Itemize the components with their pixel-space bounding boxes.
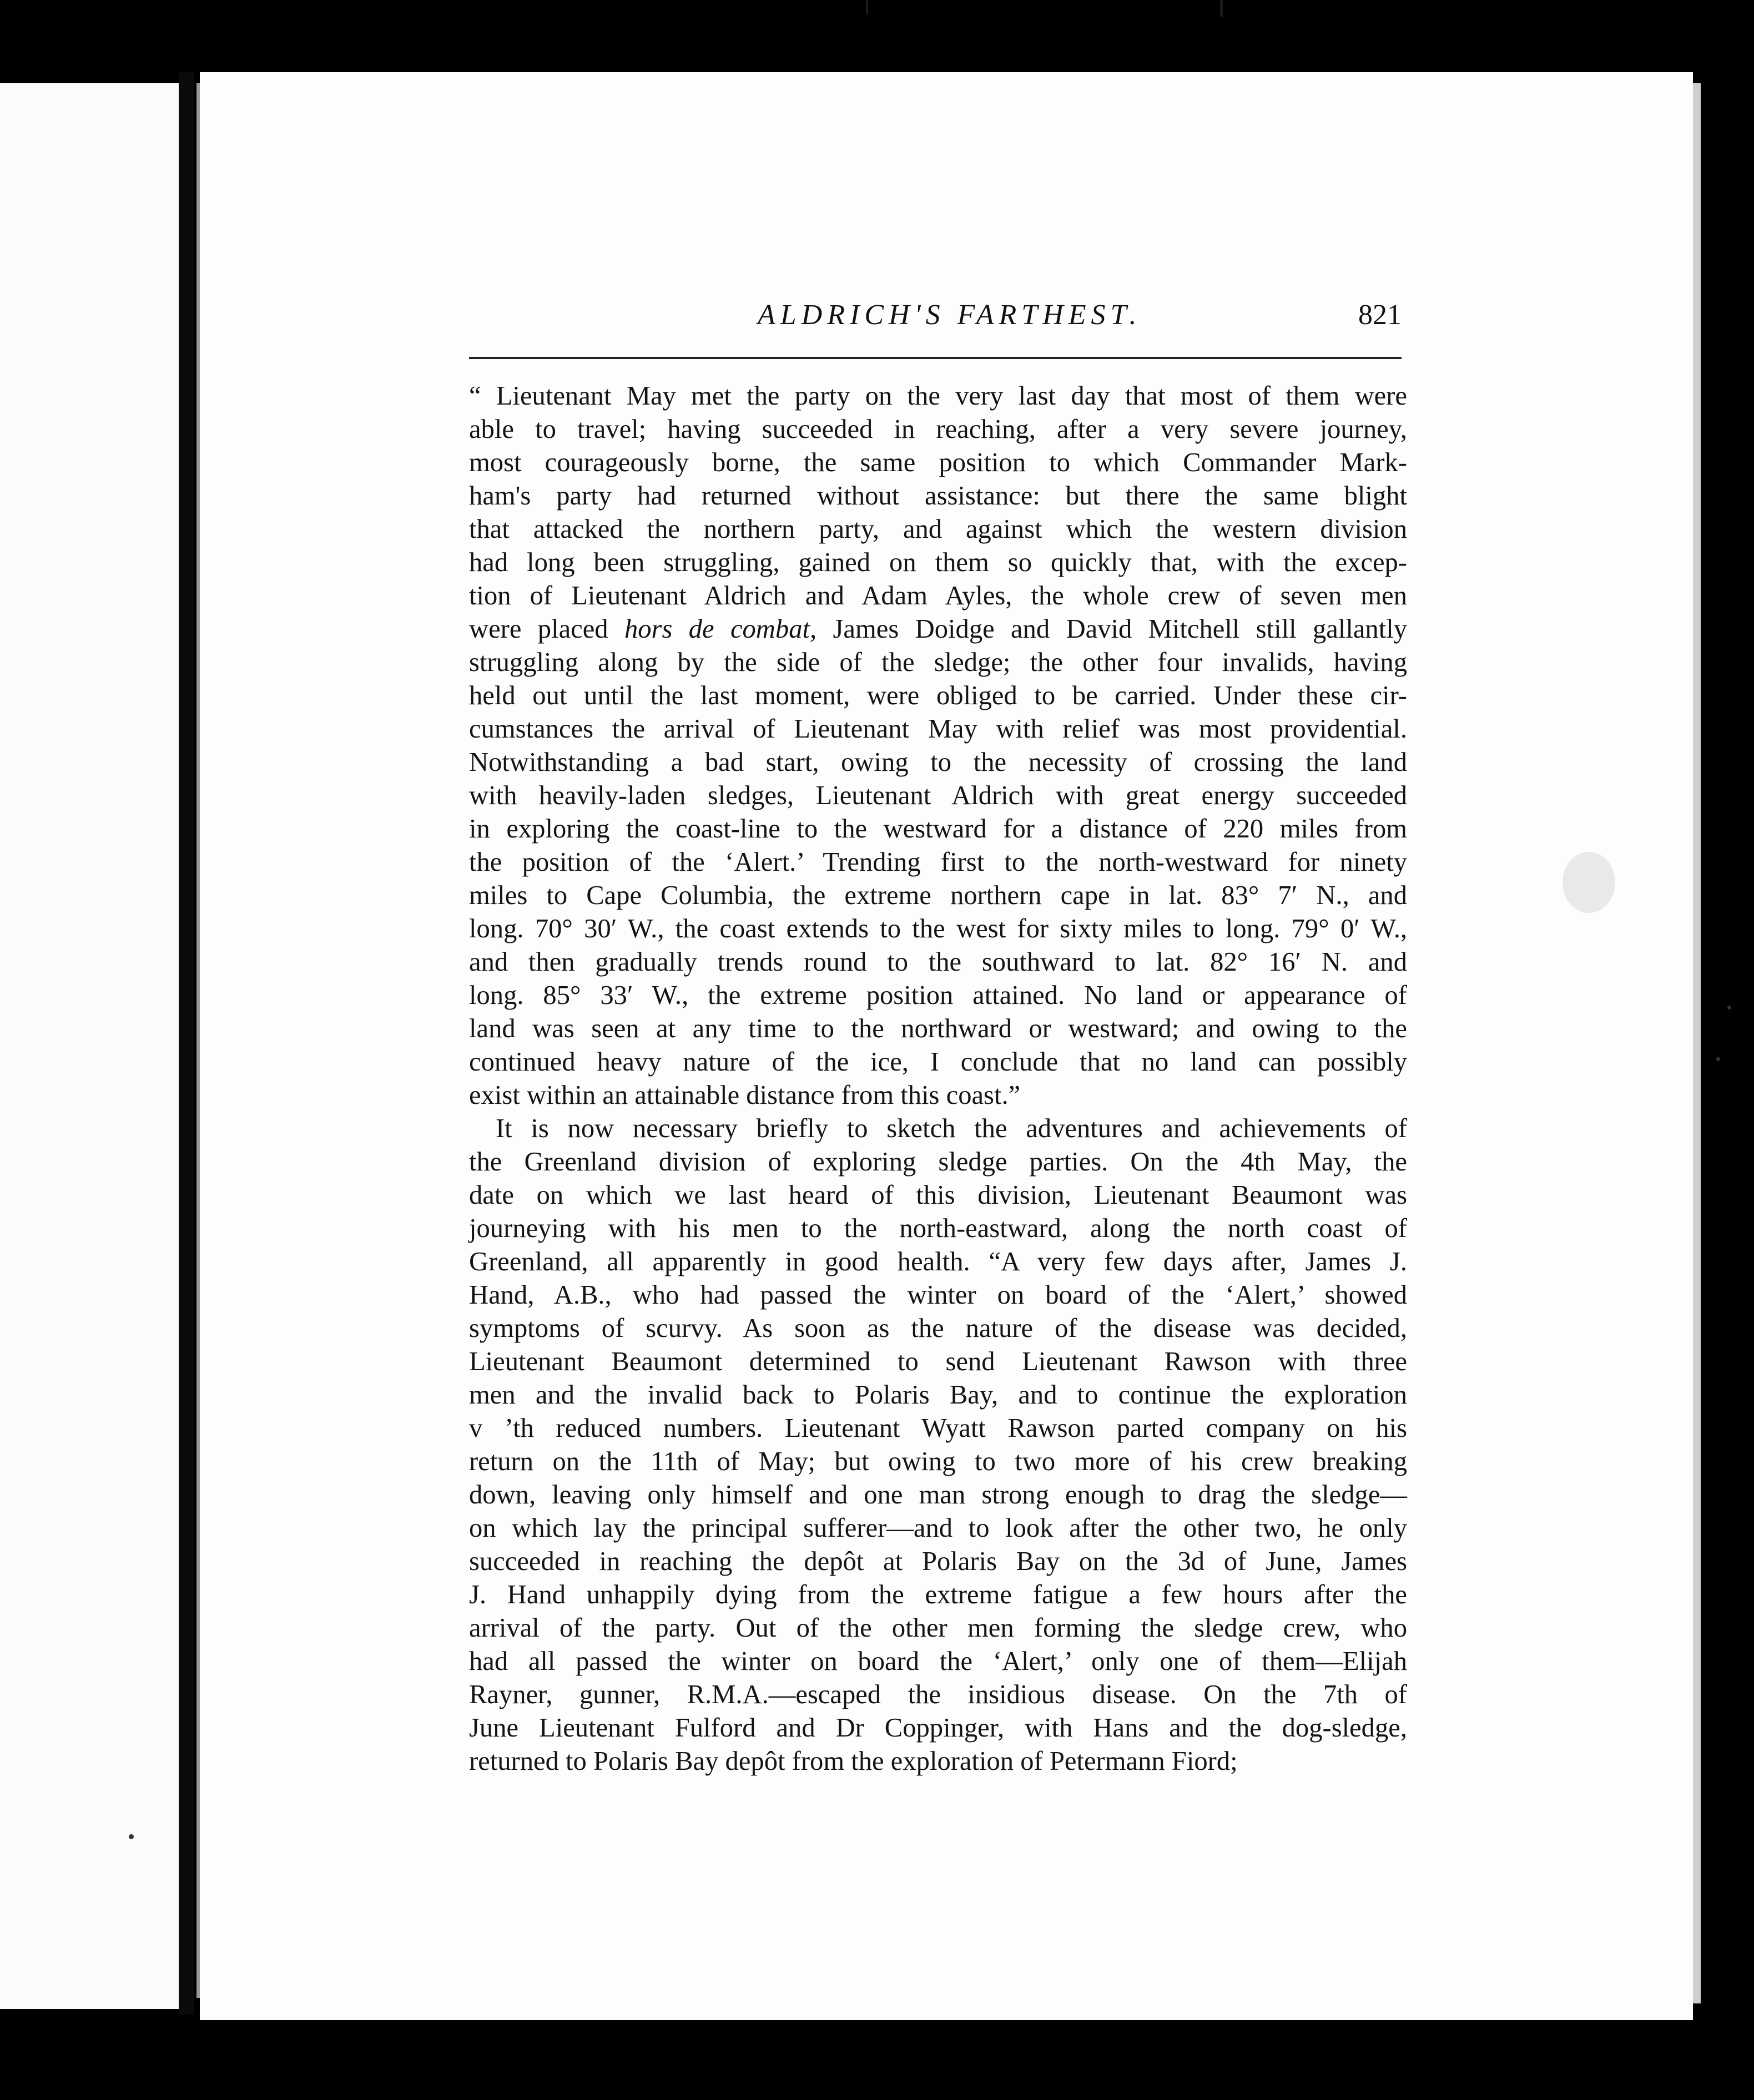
page-header [469, 299, 1402, 343]
text-line: long. 85° 33′ W., the extreme position attained. No land or appearance of [469, 980, 1407, 1010]
text-line: most courageously borne, the same position to which Commander Mark- [469, 447, 1407, 477]
text-line: June Lieutenant Fulford and Dr Coppinger, with Hans and the dog-sledge, [469, 1713, 1407, 1743]
text-line: J. Hand unhappily dying from the extreme fatigue a few hours after the [469, 1579, 1407, 1609]
text-segment: were placed [469, 614, 624, 644]
text-line: arrival of the party. Out of the other men forming the sledge crew, who [469, 1613, 1407, 1643]
text-line: on which lay the principal sufferer—and to look after the other two, he only [469, 1513, 1407, 1543]
text-segment: James Doidge and David Mitchell still gallantly [816, 614, 1408, 644]
running-title: ALDRICH'S FARTHEST. [758, 299, 1142, 331]
book-gutter [179, 72, 194, 2015]
scan-speck [129, 1834, 134, 1839]
text-line: men and the invalid back to Polaris Bay, and to continue the exploration [469, 1380, 1407, 1410]
text-line: miles to Cape Columbia, the extreme northern cape in lat. 83° 7′ N., and [469, 880, 1407, 910]
page-number: 821 [1358, 299, 1402, 331]
text-line: that attacked the northern party, and against which the western division [469, 514, 1407, 544]
text-line: land was seen at any time to the northward or westward; and owing to the [469, 1013, 1407, 1043]
text-line: in exploring the coast-line to the westward for a distance of 220 miles from [469, 814, 1407, 844]
text-line: “ Lieutenant May met the party on the very last day that most of them were [469, 381, 1407, 411]
text-line: exist within an attainable distance from this coast.” [469, 1080, 1021, 1110]
text-line: the Greenland division of exploring sledge parties. On the 4th May, the [469, 1147, 1407, 1177]
text-line: returned to Polaris Bay depôt from the exploration of Petermann Fiord; [469, 1746, 1238, 1776]
text-line: Lieutenant Beaumont determined to send Lieutenant Rawson with three [469, 1346, 1407, 1376]
text-line: Greenland, all apparently in good health. “A very few days after, James J. [469, 1246, 1407, 1276]
text-line: with heavily-laden sledges, Lieutenant Aldrich with great energy succeeded [469, 780, 1407, 810]
page-smudge [1563, 852, 1615, 913]
text-line: journeying with his men to the north-eastward, along the north coast of [469, 1213, 1407, 1243]
text-line: cumstances the arrival of Lieutenant May with relief was most providential. [469, 714, 1407, 744]
facing-page-edge [0, 83, 179, 2009]
text-line: the position of the ‘Alert.’ Trending first to the north-westward for ninety [469, 847, 1407, 877]
scan-mark [1220, 0, 1223, 17]
paragraph [469, 1112, 1407, 1778]
text-line: continued heavy nature of the ice, I conclude that no land can possibly [469, 1047, 1407, 1077]
text-line: symptoms of scurvy. As soon as the nature of the disease was decided, [469, 1313, 1407, 1343]
text-line: Rayner, gunner, R.M.A.—escaped the insidious disease. On the 7th of [469, 1679, 1407, 1709]
text-line [469, 612, 1407, 645]
text-line: down, leaving only himself and one man strong enough to drag the sledge— [469, 1480, 1407, 1510]
text-line: ham's party had returned without assistance: but there the same blight [469, 481, 1407, 511]
text-line: struggling along by the side of the sledge; the other four invalids, having [469, 647, 1407, 677]
text-line: able to travel; having succeeded in reaching, after a very severe journey, [469, 414, 1407, 444]
scan-speck [1716, 1057, 1720, 1061]
paragraph [469, 379, 1407, 1112]
page-fore-edge [1693, 83, 1701, 2003]
text-line: Notwithstanding a bad start, owing to the necessity of crossing the land [469, 747, 1407, 777]
text-line: long. 70° 30′ W., the coast extends to the west for sixty miles to long. 79° 0′ W., [469, 913, 1407, 943]
text-line: It is now necessary briefly to sketch the adventures and achievements of [496, 1113, 1407, 1143]
text-line: had all passed the winter on board the ‘Alert,’ only one of them—Elijah [469, 1646, 1407, 1676]
text-line: had long been struggling, gained on them so quickly that, with the excep- [469, 547, 1407, 577]
header-rule [469, 357, 1402, 359]
italic-phrase: hors de combat, [624, 614, 817, 644]
scan-mark [866, 0, 868, 14]
text-line: v ’th reduced numbers. Lieutenant Wyatt Rawson parted company on his [469, 1413, 1407, 1443]
text-line: succeeded in reaching the depôt at Polaris Bay on the 3d of June, James [469, 1546, 1407, 1576]
scan-speck [1727, 1006, 1731, 1009]
text-line: held out until the last moment, were obliged to be carried. Under these cir- [469, 680, 1407, 710]
text-line: tion of Lieutenant Aldrich and Adam Ayles, the whole crew of seven men [469, 580, 1407, 610]
text-line: and then gradually trends round to the southward to lat. 82° 16′ N. and [469, 947, 1407, 977]
text-line: Hand, A.B., who had passed the winter on board of the ‘Alert,’ showed [469, 1280, 1407, 1310]
text-line: date on which we last heard of this division, Lieutenant Beaumont was [469, 1180, 1407, 1210]
text-line: return on the 11th of May; but owing to two more of his crew breaking [469, 1446, 1407, 1476]
body-text [469, 379, 1407, 1778]
